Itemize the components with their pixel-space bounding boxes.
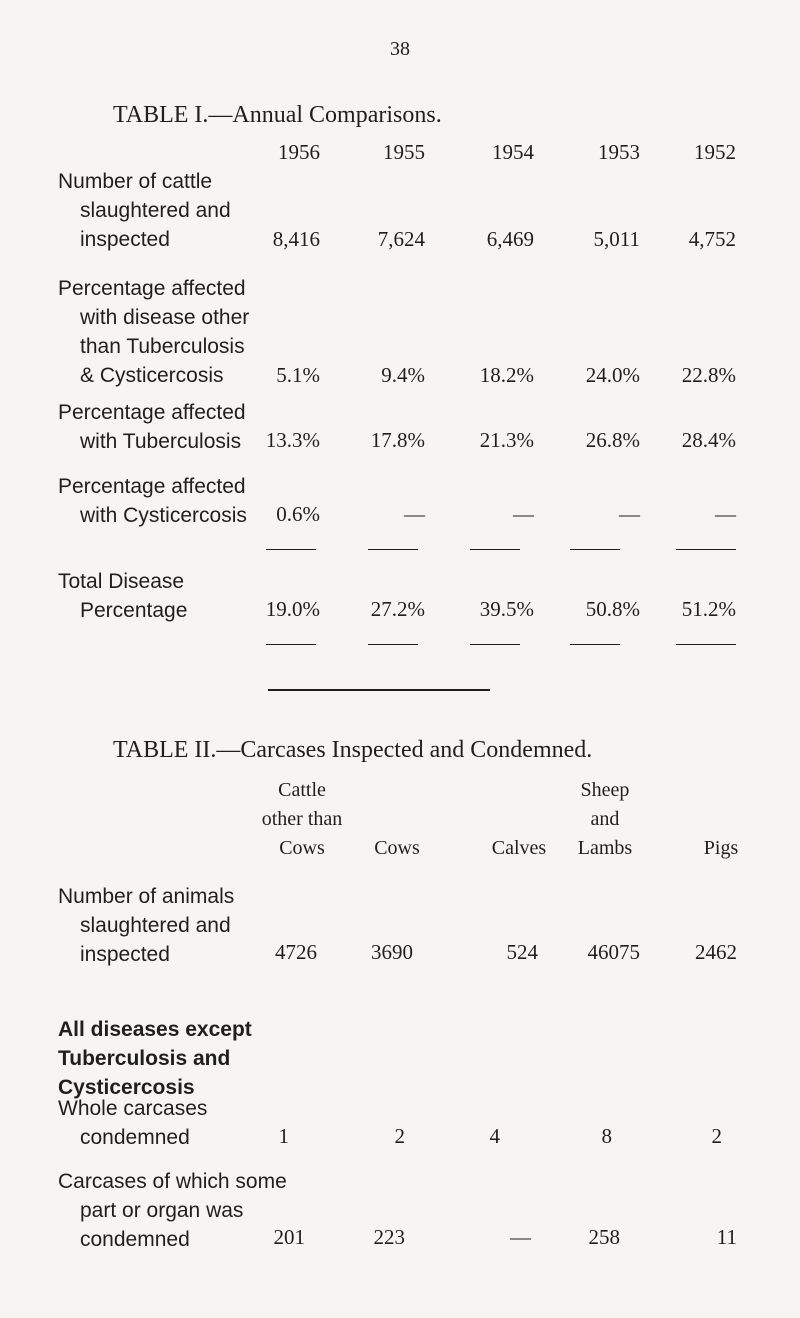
table1-cell: 5.1% xyxy=(276,363,320,387)
table1-cell: 8,416 xyxy=(272,227,320,251)
page-number: 38 xyxy=(390,38,410,60)
table1-cell: — xyxy=(715,502,736,526)
table1-cell: 21.3% xyxy=(479,428,534,452)
table2-cell: 2 xyxy=(394,1124,405,1148)
column-rule xyxy=(368,549,418,550)
column-rule xyxy=(266,644,316,645)
table1-cell: 0.6% xyxy=(276,502,320,526)
table1-cell: — xyxy=(513,502,534,526)
table1-row-label: Total Disease Percentage xyxy=(58,570,188,622)
table1-year-header: 1952 xyxy=(694,140,736,164)
table2-col-header: Cows xyxy=(374,837,420,859)
table2-cell: 8 xyxy=(601,1124,612,1148)
table2-col-header: Pigs xyxy=(703,837,739,859)
table1-cell: 22.8% xyxy=(681,363,736,387)
table1-cell: 5,011 xyxy=(593,227,640,251)
column-rule xyxy=(266,549,316,550)
column-rule xyxy=(676,644,736,645)
table2-cell: 2462 xyxy=(695,940,737,964)
table1-cell: 51.2% xyxy=(681,597,736,621)
table1-cell: 24.0% xyxy=(585,363,640,387)
table2-cell: 46075 xyxy=(587,940,640,964)
table1-year-header: 1953 xyxy=(598,140,640,164)
table2-cell: 524 xyxy=(506,940,538,964)
table2-cell: — xyxy=(510,1225,531,1249)
table2-cell: 223 xyxy=(373,1225,405,1249)
table1-cell: 50.8% xyxy=(585,597,640,621)
table1-row-label: Percentage affected with disease other than Tuberculosis & Cysticercosis xyxy=(58,277,250,387)
table1-cell: 7,624 xyxy=(377,227,425,251)
table1-cell: 27.2% xyxy=(370,597,425,621)
table2-cell: 3690 xyxy=(371,940,413,964)
column-rule xyxy=(470,549,520,550)
table2-cell: 201 xyxy=(273,1225,305,1249)
table2-cell: 2 xyxy=(711,1124,722,1148)
column-rule xyxy=(570,644,620,645)
column-rule xyxy=(676,549,736,550)
table2-title: TABLE II.—Carcases Inspected and Condemned. xyxy=(113,737,593,763)
table1-year-header: 1955 xyxy=(383,140,425,164)
table1-cell: 26.8% xyxy=(585,428,640,452)
table2-row-label: All diseases except Tuberculosis and Cysticercosis xyxy=(58,1018,252,1099)
table2-row-label: Carcases of which some part or organ was condemned xyxy=(58,1170,287,1251)
table2-col-header: Sheep and Lambs xyxy=(577,779,633,859)
table1-row-label: Percentage affected with Tuberculosis xyxy=(58,401,246,453)
table1-cell: — xyxy=(619,502,640,526)
table1-cell: 28.4% xyxy=(681,428,736,452)
table2-col-header: Calves xyxy=(491,837,547,859)
table1-row-label: Percentage affected with Cysticercosis xyxy=(58,475,247,527)
table1-cell: 17.8% xyxy=(370,428,425,452)
table1-row-label: Number of cattle slaughtered and inspected xyxy=(58,170,231,251)
column-rule xyxy=(368,644,418,645)
table1-cell: 39.5% xyxy=(479,597,534,621)
column-rule xyxy=(470,644,520,645)
table1-cell: 9.4% xyxy=(381,363,425,387)
table1-cell: — xyxy=(404,502,425,526)
table2-row-label: Number of animals slaughtered and inspected xyxy=(58,885,235,966)
table2-cell: 4726 xyxy=(275,940,317,964)
table2-cell: 11 xyxy=(716,1225,737,1249)
section-divider xyxy=(268,689,490,691)
table1-cell: 19.0% xyxy=(265,597,320,621)
table1-cell: 18.2% xyxy=(479,363,534,387)
table2-cell: 4 xyxy=(489,1124,500,1148)
table2-col-header: Cattle other than Cows xyxy=(261,779,343,859)
table1-cell: 4,752 xyxy=(688,227,736,251)
table1-cell: 6,469 xyxy=(486,227,534,251)
table1-title: TABLE I.—Annual Comparisons. xyxy=(113,102,442,128)
table1-cell: 13.3% xyxy=(265,428,320,452)
table1-year-header: 1956 xyxy=(278,140,320,164)
table2-cell: 1 xyxy=(278,1124,289,1148)
table2-cell: 258 xyxy=(588,1225,620,1249)
table1-year-header: 1954 xyxy=(492,140,534,164)
column-rule xyxy=(570,549,620,550)
table2-row-label: Whole carcases condemned xyxy=(58,1097,208,1149)
